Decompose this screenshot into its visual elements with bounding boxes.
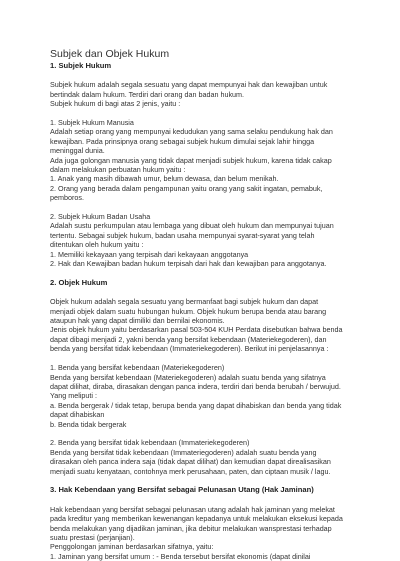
paragraph-objek-intro: Objek hukum adalah segala sesuatu yang bermanfaat bagi subjek hukum dan dapat menjadi objek dalam suatu hubungan hukum. Objek hukum berupa benda atau barang ataupun hak yang dapat dimiliki dan bernilai ekonomis. Jenis objek hukum yaitu berdasarkan pasal 503-504 KUH Perdata disebutkan bahwa benda dapat dibagi menjadi 2, yakni benda yang bersifat kebendaan (Materiekegoderen), dan benda yang bersifat tidak kebendaan (Immateriekegoderen). Berikut ini penjelasannya : xyxy=(50,297,343,354)
paragraph-subjek-badan-usaha: 2. Subjek Hukum Badan Usaha Adalah sustu perkumpulan atau lembaga yang dibuat oleh hukum dan mempunyai tujuan tertentu. Sebagai subjek hukum, badan usaha mempunyai syarat-syarat yang telah ditentukan oleh hukum yaitu : 1. Memiliki kekayaan yang terpisah dari kekayaan anggotanya 2. Hak dan Kewajiban badan hukum terpisah dari hak dan kewajiban para anggotanya. xyxy=(50,212,334,269)
section-heading-hak-jaminan: 3. Hak Kebendaan yang Bersifat sebagai Pelunasan Utang (Hak Jaminan) xyxy=(50,485,314,495)
paragraph-hak-jaminan: Hak kebendaan yang bersifat sebagai pelunasan utang adalah hak jaminan yang melekat pada kreditur yang memberikan kewenangan kepadanya untuk melakukan eksekusi kepada benda melakukan yang dijadikan jaminan, jika debitur melakukan wansprestasi terhadap suatu prestasi (perjanjian). Penggolongan jaminan berdasarkan sifatnya, yaitu: 1. Jaminan yang bersifat umum : - Benda tersebut bersifat ekonomis (dapat dinilai xyxy=(50,504,343,561)
page-title: Subjek dan Objek Hukum xyxy=(50,48,170,60)
paragraph-benda-kebendaan: 1. Benda yang bersifat kebendaan (Materiekegoderen) Benda yang bersifat kebendaan (Materiekegoderen) adalah suatu benda yang sifatnya dapat dilihat, diraba, dirasakan dengan panca indera, terdiri dari benda berubah / berwujud. Yang meliputi : a. Benda bergerak / tidak tetap, berupa benda yang dapat dihabiskan dan benda yang tidak dapat dihabiskan b. Benda tidak bergerak xyxy=(50,363,342,429)
paragraph-subjek-manusia: 1. Subjek Hukum Manusia Adalah setiap orang yang mempunyai kedudukan yang sama selaku pendukung hak dan kewajiban. Pada prinsipnya orang sebagai subjek hukum dimulai sejak lahir hingga meninggal dunia. Ada juga golongan manusia yang tidak dapat menjadi subjek hukum, karena tidak cakap dalam melakukan perbuatan hukum yaitu : 1. Anak yang masih dibawah umur, belum dewasa, dan belum menikah. 2. Orang yang berada dalam pengampunan yaitu orang yang sakit ingatan, pemabuk, pemboros. xyxy=(50,118,333,203)
section-heading-objek-hukum: 2. Objek Hukum xyxy=(50,277,108,287)
paragraph-subjek-intro: Subjek hukum adalah segala sesuatu yang dapat mempunyai hak dan kewajiban untuk bertindak dalam hukum. Terdiri dari orang dan badan hukum. Subjek hukum di bagi atas 2 jenis, yaitu : xyxy=(50,80,328,109)
section-heading-subjek-hukum: 1. Subjek Hukum xyxy=(50,61,112,70)
paragraph-benda-tidak-kebendaan: 2. Benda yang bersifat tidak kebendaan (Immateriekegoderen) Benda yang bersifat tidak kebendaan (Immateriegoderen) adalah suatu benda yang dirasakan oleh panca indera saja (tidak dapat dilihat) dan kemudian dapat direalisasikan menjadi suatu kenyataan, contohnya merk perusahaan, paten, dan ciptaan musik / lagu. xyxy=(50,438,331,476)
